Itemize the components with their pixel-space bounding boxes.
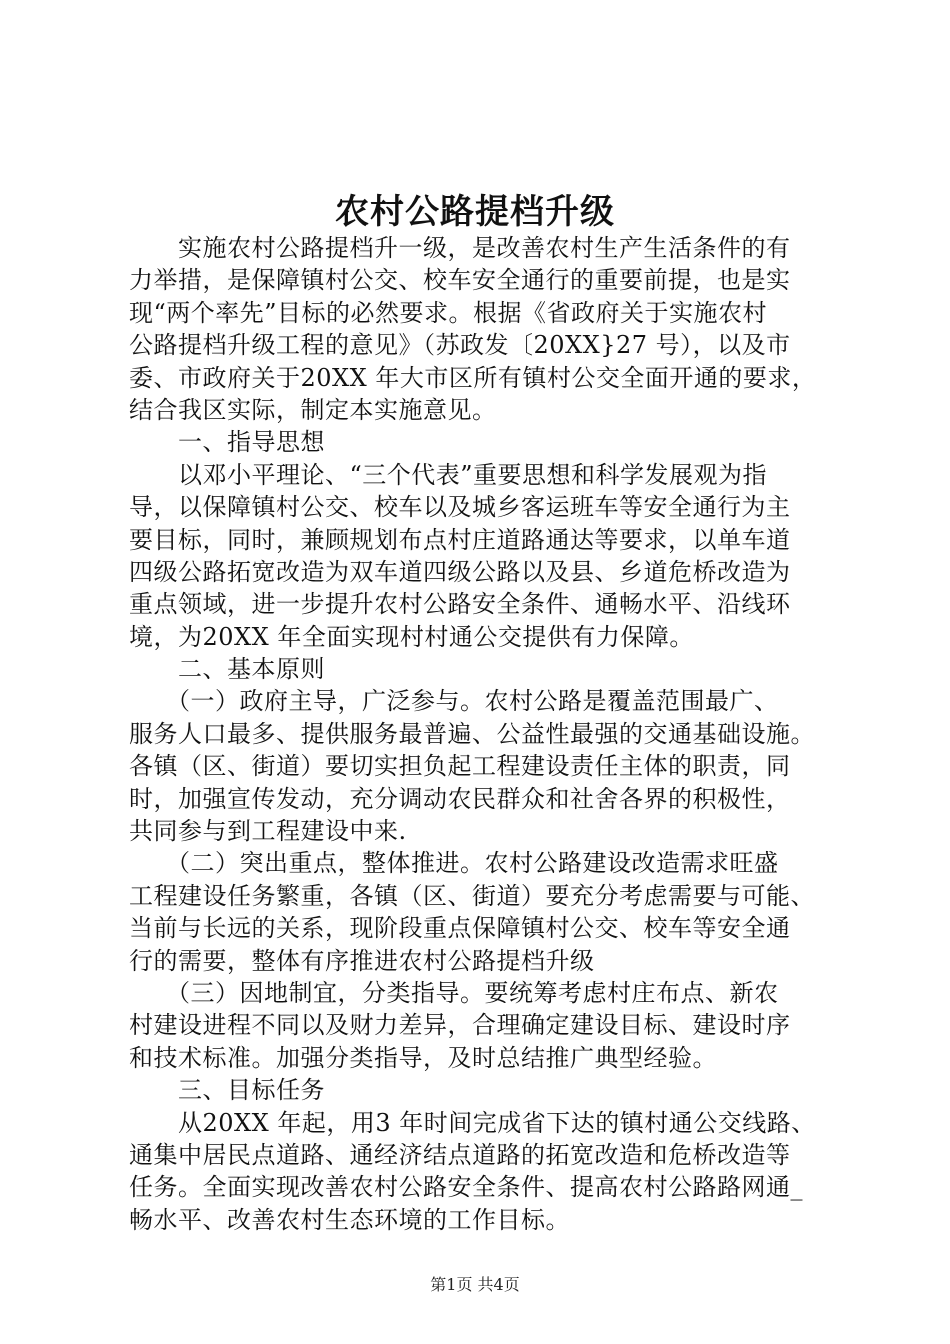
text-line: 行的需要，整体有序推进农村公路提档升级 <box>129 946 595 975</box>
text-line: 畅水平、改善农村生态环境的工作目标。 <box>129 1205 570 1234</box>
text-line: 要目标，同时，兼顾规划布点村庄道路通达等要求，以单车道 <box>129 525 791 554</box>
section-heading: 一、指导思想 <box>129 428 325 457</box>
text-line: 工程建设任务繁重，各镇（区、街道）要充分考虑需要与可能、 <box>129 881 815 910</box>
text-line: 时，加强宣传发动，充分调动农民群众和社舍各界的积极性， <box>129 784 791 813</box>
text-line: 结合我区实际，制定本实施意见。 <box>129 395 497 424</box>
text-line: 导，以保障镇村公交、校车以及城乡客运班车等安全通行为主 <box>129 493 791 522</box>
text-line: 共同参与到工程建设中来. <box>129 817 407 846</box>
text-line: （三）因地制宜，分类指导。要统筹考虑村庄布点、新农 <box>129 978 779 1007</box>
text-line: 服务人口最多、提供服务最普遍、公益性最强的交通基础设施。 <box>129 719 815 748</box>
document-title: 农村公路提档升级 <box>335 192 615 232</box>
text-line: 实施农村公路提档升一级，是改善农村生产生活条件的有 <box>129 234 791 262</box>
text-line: 任务。全面实现改善农村公路安全条件、提高农村公路路网通_ <box>129 1173 803 1202</box>
text-line: 以邓小平理论、“三个代表”重要思想和科学发展观为指 <box>129 460 768 489</box>
text-line: 当前与长远的关系，现阶段重点保障镇村公交、校车等安全通 <box>129 914 791 943</box>
text-line: 村建设进程不同以及财力差异，合理确定建设目标、建设时序 <box>129 1011 791 1040</box>
text-line: 和技术标准。加强分类指导，及时总结推广典型经验。 <box>129 1043 717 1072</box>
text-line: 境，为20XX 年全面实现村村通公交提供有力保障。 <box>129 622 694 651</box>
text-line: 四级公路拓宽改造为双车道四级公路以及县、乡道危桥改造为 <box>129 557 791 586</box>
document-body <box>129 232 829 1236</box>
text-line: 从20XX 年起，用3 年时间完成省下达的镇村通公交线路、 <box>129 1108 816 1137</box>
text-line: 通集中居民点道路、通经济结点道路的拓宽改造和危桥改造等 <box>129 1140 791 1169</box>
section-heading: 二、基本原则 <box>129 655 325 684</box>
text-line: 现“两个率先”目标的必然要求。根据《省政府关于实施农村 <box>129 298 768 327</box>
text-line: 力举措，是保障镇村公交、校车安全通行的重要前提，也是实 <box>129 266 791 295</box>
page-footer: 第1页 共4页 <box>430 1275 520 1294</box>
section-heading: 三、目标任务 <box>129 1076 325 1105</box>
text-line: 公路提档升级工程的意见》（苏政发〔20XX}27 号），以及市 <box>129 331 791 360</box>
text-line: （一）政府主导，广泛参与。农村公路是覆盖范围最广、 <box>129 687 779 716</box>
text-line: 委、市政府关于20XX 年大市区所有镇村公交全面开通的要求， <box>129 363 817 392</box>
text-line: 重点领域，进一步提升农村公路安全条件、通畅水平、沿线环 <box>129 590 791 619</box>
text-line: 各镇（区、街道）要切实担负起工程建设责任主体的职责，同 <box>129 752 791 781</box>
text-line: （二）突出重点，整体推进。农村公路建设改造需求旺盛 <box>129 849 779 878</box>
